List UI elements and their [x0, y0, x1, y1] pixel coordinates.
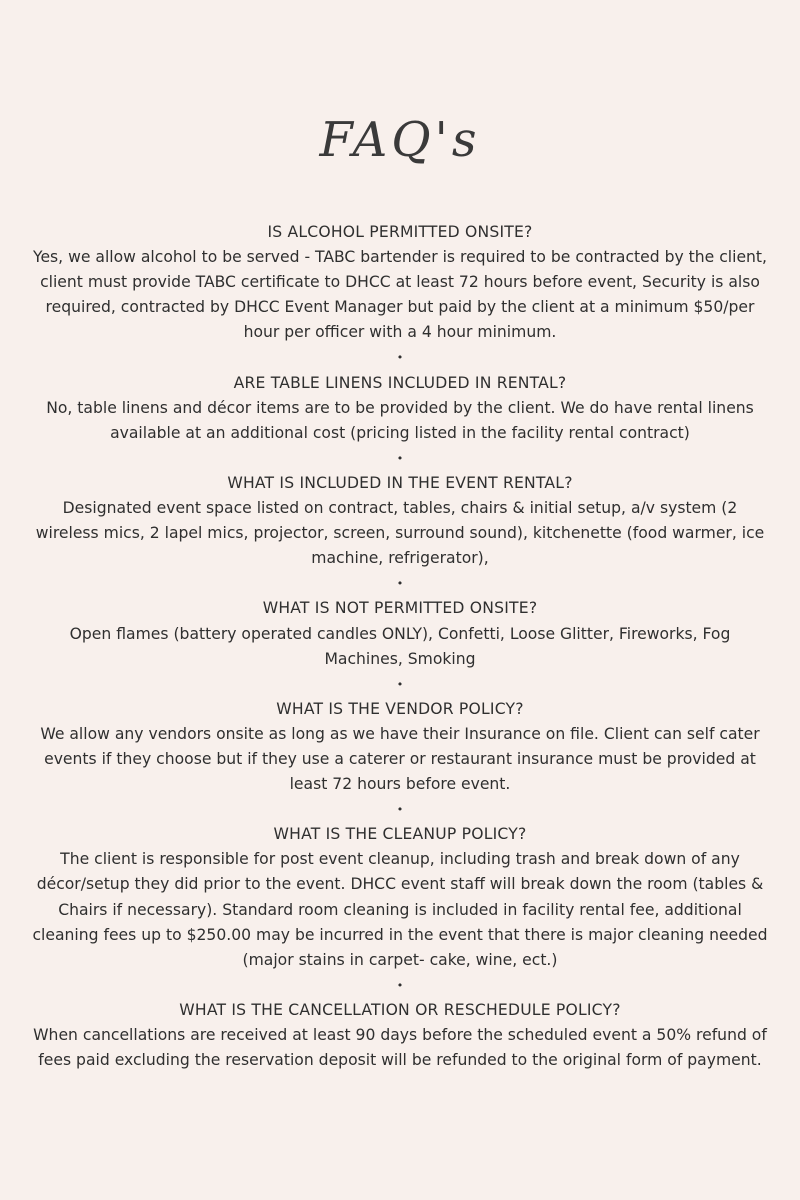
faq-answer: When cancellations are received at least 90 days before the scheduled event a 50% refund of fees paid excluding the reservation deposit will be refunded to the original form of payment.: [33, 1026, 767, 1070]
faq-question: ARE TABLE LINENS INCLUDED IN RENTAL?: [233, 373, 567, 392]
faq-item-alcohol: [30, 220, 770, 345]
faq-question: WHAT IS NOT PERMITTED ONSITE?: [262, 599, 538, 618]
faq-item-not-permitted: [30, 596, 770, 671]
faq-question: WHAT IS THE VENDOR POLICY?: [276, 699, 524, 718]
faq-answer: We allow any vendors onsite as long as we have their Insurance on file. Client can self cater events if they choose but if they use a caterer or restaurant insurance must be provided at least 72 hours before event.: [40, 724, 760, 794]
faq-answer: No, table linens and décor items are to be provided by the client. We do have rental linens available at an additional cost (pricing listed in the facility rental contract): [46, 398, 754, 442]
faq-answer: Open flames (battery operated candles ONLY), Confetti, Loose Glitter, Fireworks, Fog Machines, Smoking: [69, 624, 731, 668]
faq-question: WHAT IS INCLUDED IN THE EVENT RENTAL?: [227, 473, 573, 492]
faq-item-linens: [30, 371, 770, 446]
faq-question: WHAT IS THE CANCELLATION OR RESCHEDULE POLICY?: [179, 1000, 621, 1019]
faq-item-cleanup: [30, 822, 770, 973]
page-title: FAQ's: [319, 112, 481, 168]
faq-answer: Yes, we allow alcohol to be served - TABC bartender is required to be contracted by the client, client must provide TABC certificate to DHCC at least 72 hours before event, Security is also required, contracted by DHCC Event Manager but paid by the client at a minimum $50/per hour per officer with a 4 hour minimum.: [33, 248, 767, 342]
faq-list: [30, 220, 770, 1073]
bullet-separator: •: [396, 803, 404, 817]
bullet-separator: •: [396, 677, 404, 691]
faq-answer: Designated event space listed on contract, tables, chairs & initial setup, a/v system (2 wireless mics, 2 lapel mics, projector, screen, surround sound), kitchenette (food warmer, ice machine, refrigerator),: [35, 499, 765, 568]
bullet-separator: •: [396, 577, 404, 591]
faq-question: WHAT IS THE CLEANUP POLICY?: [273, 825, 527, 844]
faq-item-vendor: [30, 697, 770, 797]
faq-answer: The client is responsible for post event cleanup, including trash and break down of any décor/setup they did prior to the event. DHCC event staff will break down the room (tables & Chairs if necessary). Standard room cleaning is included in facility rental fee, additional cleaning fees up to $250.00 may be incurred in the event that there is major cleaning needed (major stains in carpet- cake, wine, ect.): [32, 850, 768, 969]
bullet-separator: •: [396, 451, 404, 465]
bullet-separator: •: [396, 978, 404, 992]
faq-item-included: [30, 471, 770, 571]
faq-item-cancellation: [30, 998, 770, 1073]
faq-question: IS ALCOHOL PERMITTED ONSITE?: [267, 223, 533, 241]
bullet-separator: •: [396, 351, 404, 365]
